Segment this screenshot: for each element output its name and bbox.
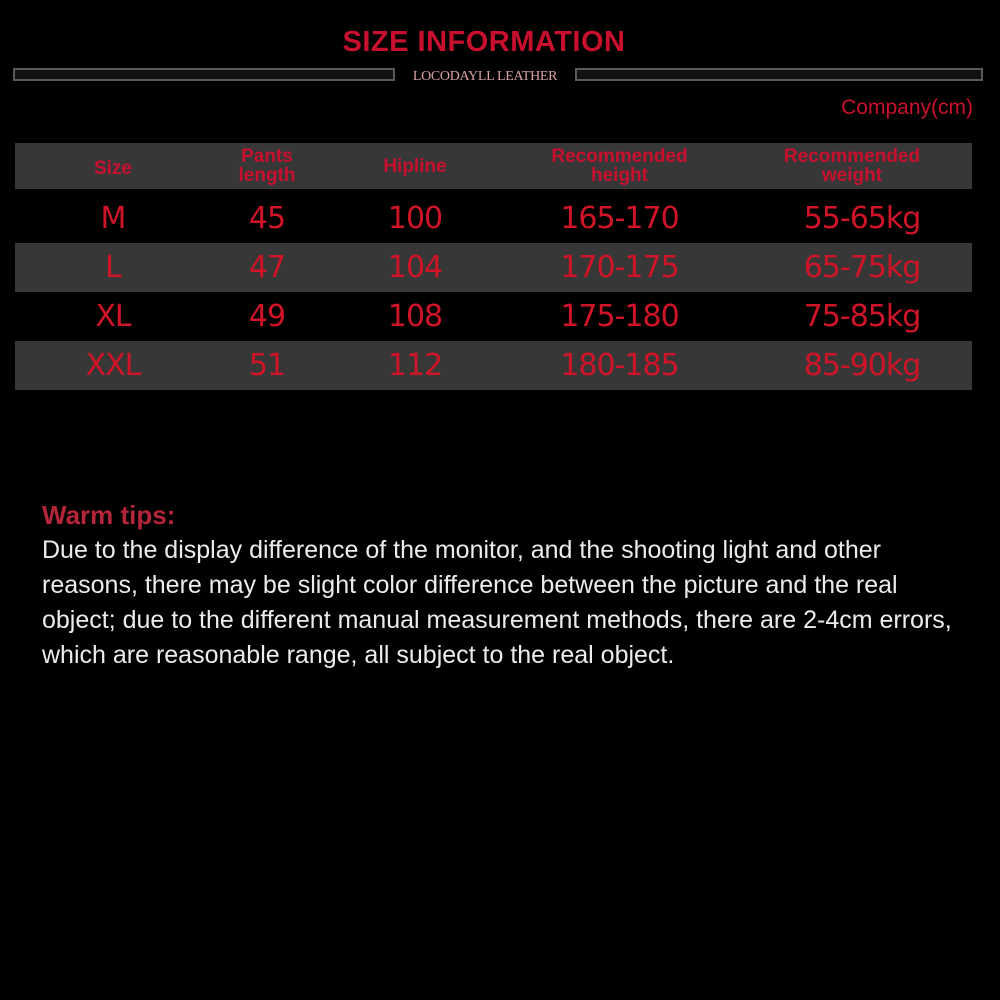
header-pants-length bbox=[211, 147, 323, 185]
size-cell: XXL bbox=[85, 348, 141, 383]
header-line: Recommended bbox=[783, 146, 921, 167]
height-cell: 180-185 bbox=[560, 348, 679, 383]
weight-cell: 75-85kg bbox=[803, 299, 921, 334]
brand-label: LOCODAYLL LEATHER bbox=[412, 69, 558, 84]
weight-cell: 65-75kg bbox=[803, 250, 921, 285]
pants-length-cell: 45 bbox=[248, 201, 286, 236]
divider-left bbox=[13, 68, 395, 81]
header-hipline bbox=[323, 157, 507, 176]
pants-length-cell: 47 bbox=[248, 250, 286, 285]
header-line: height bbox=[591, 165, 648, 186]
size-cell: XL bbox=[95, 299, 131, 334]
header-line: Recommended bbox=[551, 146, 688, 167]
header-size bbox=[15, 155, 211, 178]
hipline-cell: 108 bbox=[387, 299, 443, 334]
height-cell: 170-175 bbox=[560, 250, 679, 285]
hipline-cell: 112 bbox=[387, 348, 443, 383]
table-row bbox=[15, 194, 972, 243]
header-line: weight bbox=[821, 165, 883, 186]
table-row bbox=[15, 341, 972, 390]
size-cell: L bbox=[105, 250, 121, 285]
tips-body: Due to the display difference of the monitor, and the shooting light and other reasons, there may be slight color difference between the picture and the real object; due to the different manual measurement methods, there are 2-4cm errors, which are reasonable range, all subject to the real object. bbox=[42, 536, 952, 669]
header-recommended-height bbox=[507, 147, 732, 185]
header-hipline-label: Hipline bbox=[383, 155, 447, 177]
pants-length-cell: 51 bbox=[248, 348, 286, 383]
page-title: SIZE INFORMATION bbox=[342, 26, 626, 58]
header-line: length bbox=[238, 165, 296, 186]
size-table bbox=[15, 143, 972, 390]
weight-cell: 55-65kg bbox=[803, 201, 921, 236]
header-recommended-weight bbox=[732, 147, 972, 185]
hipline-cell: 100 bbox=[387, 201, 443, 236]
divider-right bbox=[575, 68, 983, 81]
table-row bbox=[15, 243, 972, 292]
height-cell: 175-180 bbox=[560, 299, 679, 334]
unit-note: Company(cm) bbox=[841, 96, 973, 119]
header-line: Pants bbox=[241, 146, 293, 167]
header-size-label: Size bbox=[93, 157, 133, 179]
pants-length-cell: 49 bbox=[248, 299, 286, 334]
size-cell: M bbox=[100, 201, 126, 236]
tips-title: Warm tips: bbox=[42, 500, 176, 530]
hipline-cell: 104 bbox=[387, 250, 443, 285]
weight-cell: 85-90kg bbox=[803, 348, 921, 383]
height-cell: 165-170 bbox=[560, 201, 679, 236]
table-header-row bbox=[15, 143, 972, 189]
table-row bbox=[15, 292, 972, 341]
